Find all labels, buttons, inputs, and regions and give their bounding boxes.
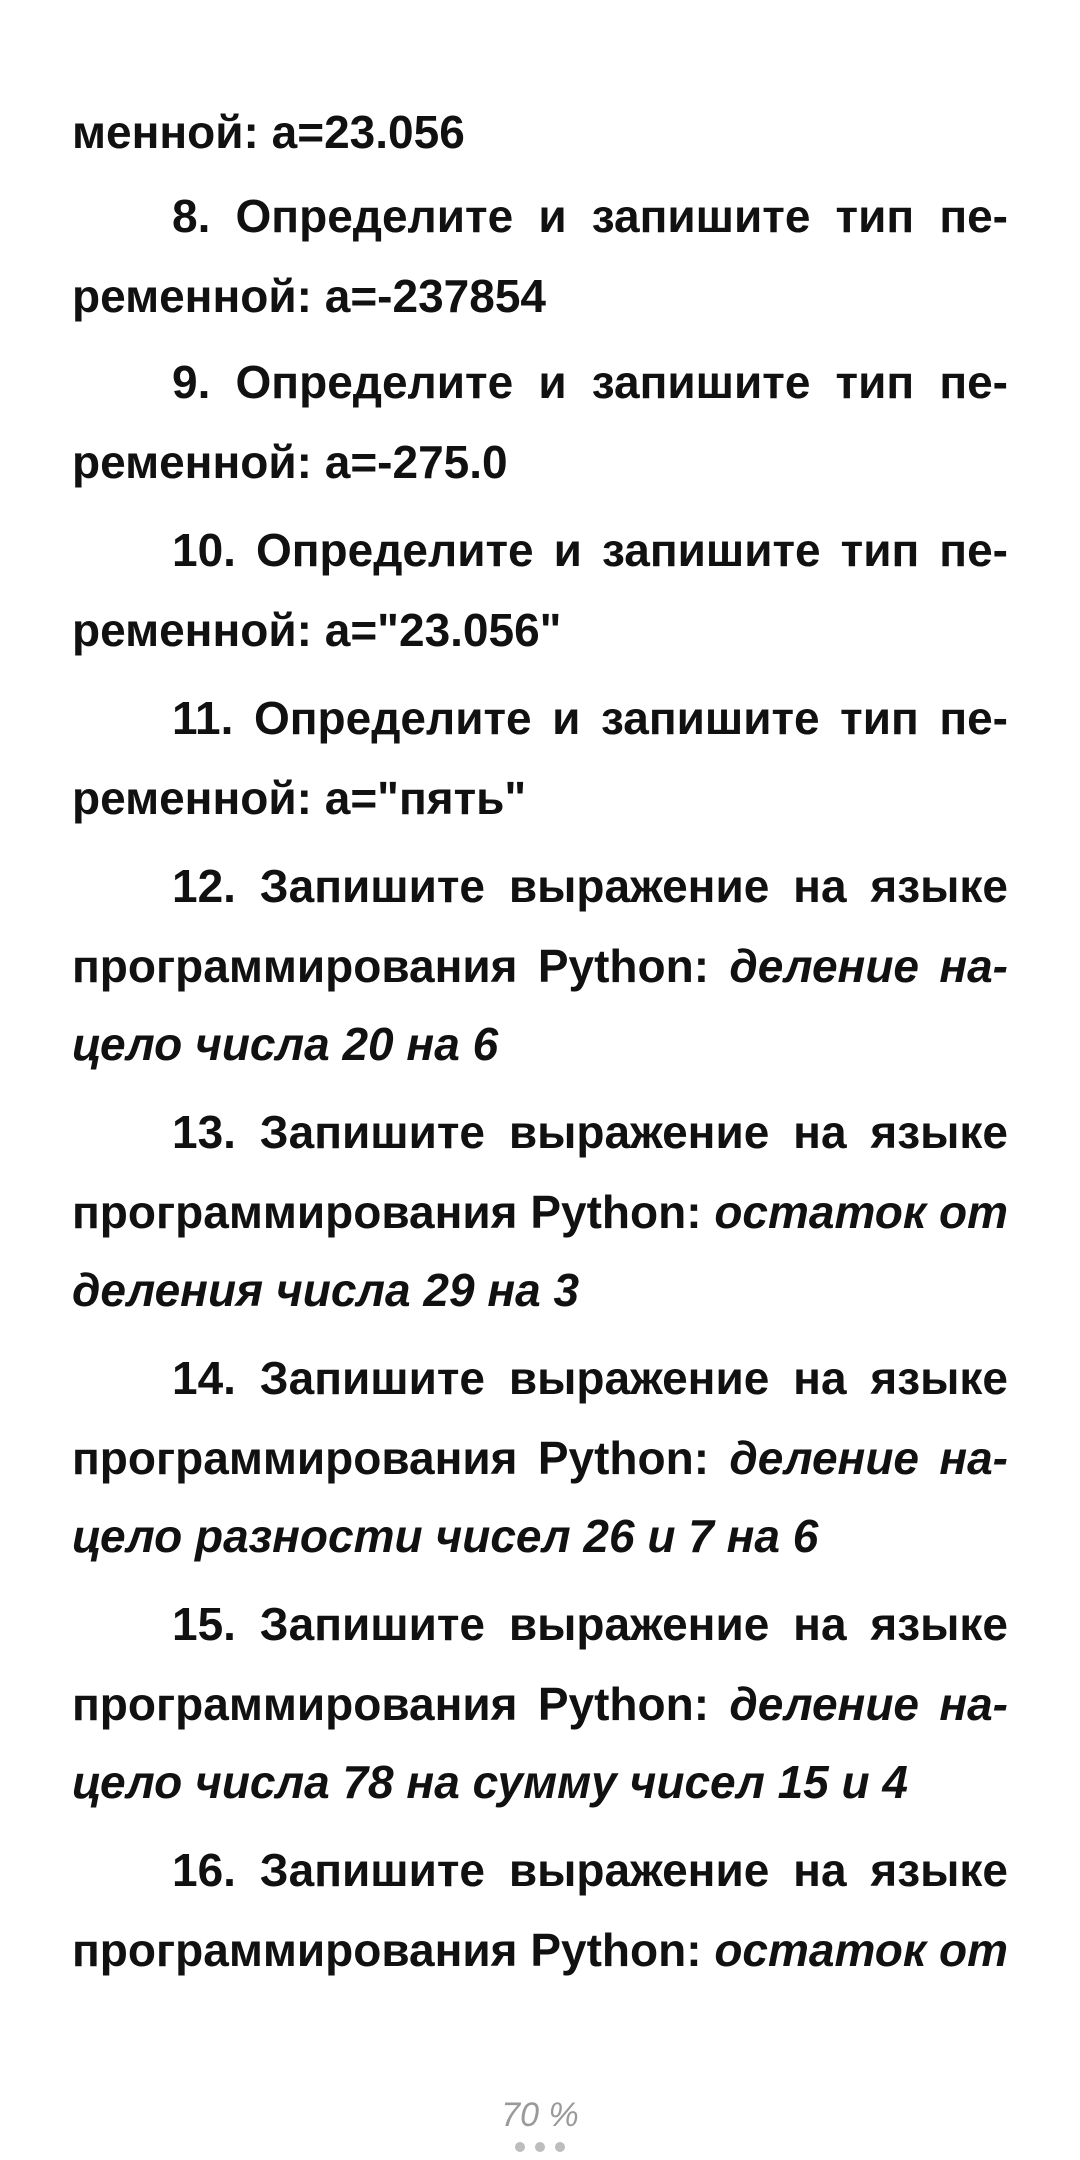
more-options-button[interactable] [0, 2142, 1080, 2152]
question-15-line-3: цело числа 78 на сумму чисел 15 и 4 [72, 1756, 908, 1808]
document-page[interactable] [72, 0, 1008, 2080]
question-12-line-3: цело числа 20 на 6 [72, 1018, 499, 1070]
text-line: менной: а=23.056 [72, 106, 465, 158]
question-9-line-2: ременной: а=-275.0 [72, 436, 508, 488]
question-13-prefix: программирования Python: [72, 1186, 702, 1238]
question-14-line-1: 14. Запишите выражение на языке [172, 1352, 1008, 1404]
question-13-line-2 [72, 1180, 1008, 1244]
question-12-line-2 [72, 934, 1008, 998]
dot-icon [515, 2142, 525, 2152]
question-14-line-2 [72, 1426, 1008, 1490]
dot-icon [555, 2142, 565, 2152]
question-14-line-3: цело разности чисел 26 и 7 на 6 [72, 1510, 819, 1562]
question-16-line-1: 16. Запишите выражение на языке [172, 1844, 1008, 1896]
question-10-line-2: ременной: а="23.056" [72, 604, 562, 656]
question-15-line-1: 15. Запишите выражение на языке [172, 1598, 1008, 1650]
question-10-line-1: 10. Определите и запишите тип пе- [172, 524, 1008, 576]
question-13-task: остаток от [714, 1186, 1009, 1238]
question-14-prefix: программирования Python: [72, 1432, 710, 1484]
question-12-task: деление на- [729, 940, 1008, 992]
question-11-line-2: ременной: а="пять" [72, 772, 527, 824]
question-15-line-2 [72, 1672, 1008, 1736]
question-8-line-2: ременной: а=-237854 [72, 270, 546, 322]
question-14-task: деление на- [729, 1432, 1008, 1484]
question-16-task: остаток от [714, 1924, 1009, 1976]
question-12-line-1: 12. Запишите выражение на языке [172, 860, 1008, 912]
question-12-prefix: программирования Python: [72, 940, 710, 992]
reader-footer [0, 2080, 1080, 2160]
reading-progress: 70 % [501, 2096, 579, 2134]
dot-icon [535, 2142, 545, 2152]
question-11-line-1: 11. Определите и запишите тип пе- [172, 692, 1008, 744]
question-16-line-2 [72, 1918, 1008, 1982]
question-13-line-1: 13. Запишите выражение на языке [172, 1106, 1008, 1158]
question-16-prefix: программирования Python: [72, 1924, 702, 1976]
question-15-task: деление на- [729, 1678, 1008, 1730]
question-8-line-1: 8. Определите и запишите тип пе- [172, 190, 1008, 242]
question-15-prefix: программирования Python: [72, 1678, 710, 1730]
question-9-line-1: 9. Определите и запишите тип пе- [172, 356, 1008, 408]
question-13-line-3: деления числа 29 на 3 [72, 1264, 580, 1316]
